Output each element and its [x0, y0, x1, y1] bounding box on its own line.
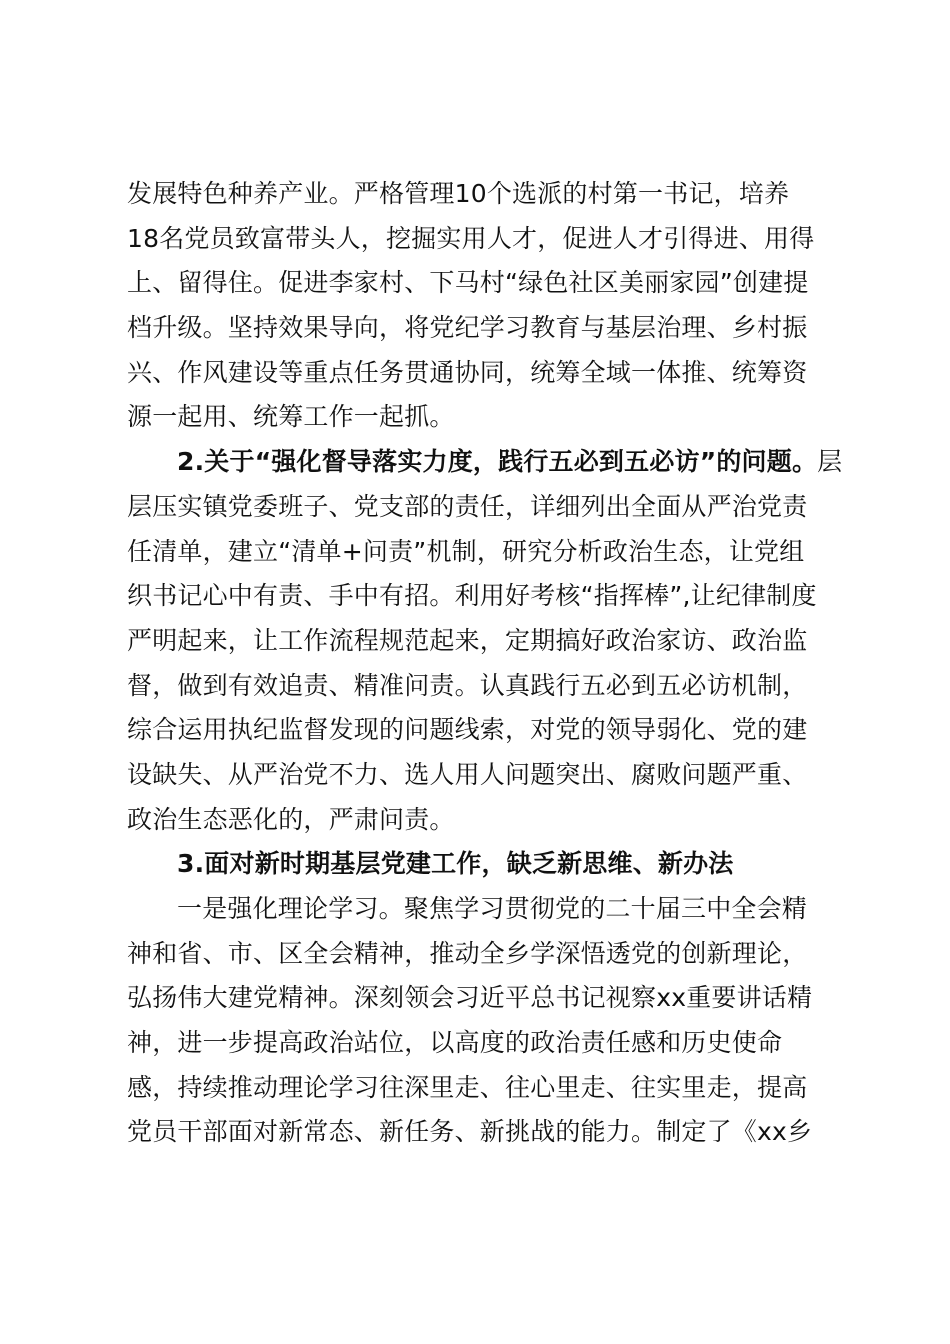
line-text: 层 [817, 447, 843, 477]
text-line [127, 887, 827, 932]
text-line [127, 395, 827, 440]
text-line [127, 664, 827, 709]
line-text: 弘扬伟大建党精神。深刻领会习近平总书记视察xx重要讲话精 [127, 983, 813, 1013]
line-text: 兴、作风建设等重点任务贯通协同，统筹全域一体推、统筹资 [127, 357, 808, 387]
text-line [127, 708, 827, 753]
document-body [127, 172, 843, 1155]
line-text: 政治生态恶化的，严肃问责。 [127, 804, 455, 834]
line-text: 一是强化理论学习。聚焦学习贯彻党的二十届三中全会精 [177, 894, 808, 923]
line-text: 18名党员致富带头人，挖掘实用人才，促进人才引得进、用得 [127, 223, 815, 253]
text-line [127, 574, 827, 619]
line-text: 层压实镇党委班子、党支部的责任，详细列出全面从严治党责 [127, 491, 808, 521]
text-line [127, 798, 827, 843]
bold-heading-text: 3.面对新时期基层党建工作，缺乏新思维、新办法 [177, 849, 734, 879]
text-line [127, 1021, 827, 1066]
text-line [127, 976, 827, 1021]
line-text: 神，进一步提高政治站位，以高度的政治责任感和历史使命 [127, 1028, 783, 1058]
text-line [127, 485, 827, 530]
bold-heading-text: 2.关于“强化督导落实力度，践行五必到五必访”的问题。 [177, 447, 818, 477]
line-text: 党员干部面对新常态、新任务、新挑战的能力。制定了《xx乡 [127, 1117, 813, 1147]
line-text: 感，持续推动理论学习往深里走、往心里走、往实里走，提高 [127, 1072, 808, 1102]
text-line [127, 306, 827, 351]
line-text: 上、留得住。促进李家村、下马村“绿色社区美丽家园”创建提 [127, 268, 809, 298]
text-line [127, 261, 827, 306]
text-line [127, 753, 827, 798]
text-line [127, 440, 843, 485]
line-text: 源一起用、统筹工作一起抓。 [127, 402, 455, 432]
text-line [127, 217, 827, 262]
line-text: 发展特色种养产业。严格管理10个选派的村第一书记，培养 [127, 179, 790, 208]
text-line [127, 530, 827, 575]
text-line [127, 619, 827, 664]
line-text: 严明起来，让工作流程规范起来，定期搞好政治家访、政治监 [127, 625, 808, 655]
line-text: 神和省、市、区全会精神，推动全乡学深悟透党的创新理论， [127, 938, 808, 968]
text-line [127, 932, 827, 977]
text-line [127, 351, 827, 396]
line-text: 任清单，建立“清单+问责”机制，研究分析政治生态，让党组 [127, 536, 805, 566]
line-text: 设缺失、从严治党不力、选人用人问题突出、腐败问题严重、 [127, 759, 808, 789]
text-line [127, 172, 827, 217]
text-line [127, 842, 827, 887]
line-text: 综合运用执纪监督发现的问题线索，对党的领导弱化、党的建 [127, 715, 808, 745]
text-line [127, 1066, 827, 1111]
text-line [127, 1110, 827, 1155]
line-text: 档升级。坚持效果导向，将党纪学习教育与基层治理、乡村振 [127, 313, 808, 343]
line-text: 督，做到有效追责、精准问责。认真践行五必到五必访机制， [127, 670, 808, 700]
line-text: 织书记心中有责、手中有招。利用好考核“指挥棒”,让纪律制度 [127, 581, 817, 611]
